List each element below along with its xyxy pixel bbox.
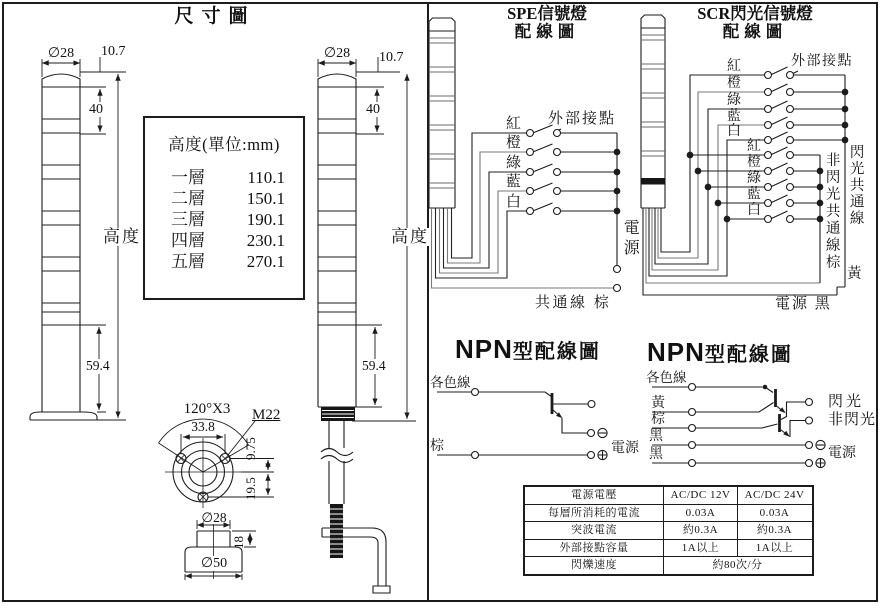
minus-terminal-icon xyxy=(598,428,607,437)
npn2-title xyxy=(647,338,793,367)
tower-b-module-dim: 40 xyxy=(366,102,380,117)
spe-wire-label-green: 綠 xyxy=(506,155,522,171)
tower-b-height-label: 高度 xyxy=(391,227,429,246)
minus-terminal-icon xyxy=(816,440,825,449)
bolt-offset-dim: 9.75 xyxy=(243,437,258,460)
height-row: 五層 270.1 xyxy=(171,252,285,271)
tower-b-top-dim: 10.7 xyxy=(379,50,404,65)
tower-b-drawing xyxy=(318,57,416,593)
tower-a-module-dim: 40 xyxy=(89,102,103,117)
spe-wire-label-orange: 橙 xyxy=(506,135,522,151)
scr-flash-wire-blue: 藍 xyxy=(727,109,741,124)
spec-row-surge: 突波電流 約0.3A 約0.3A xyxy=(525,521,812,539)
npn2-yellow-label: 黃 xyxy=(651,396,665,411)
spe-title-line1: SPE信號燈 xyxy=(507,4,587,23)
npn2-schematic xyxy=(652,384,825,468)
spe-common-wire-label: 共通線 棕 xyxy=(535,295,612,311)
height-row: 二層 150.1 xyxy=(171,189,285,208)
spec-table xyxy=(523,485,814,576)
spe-tower xyxy=(429,18,455,208)
height-table-title: 高度(單位:mm) xyxy=(168,135,280,154)
scr-steady-wire-red: 紅 xyxy=(747,139,761,154)
scr-steady-wire-green: 綠 xyxy=(747,171,761,186)
thread-size-label: M22 xyxy=(252,407,281,423)
scr-power-black-label: 電源 黑 xyxy=(775,296,832,312)
scr-flash-wire-white: 白 xyxy=(727,124,741,139)
npn1-brown-label: 棕 xyxy=(430,439,444,454)
npn2-nonflash-label: 非閃光 xyxy=(828,412,877,428)
scr-steady-wire-orange: 橙 xyxy=(747,155,761,170)
npn2-black2-label: 黑 xyxy=(649,447,663,462)
scr-tower xyxy=(641,15,665,208)
tower-b-base-dim: 59.4 xyxy=(362,358,386,373)
bolt-lower-dim: 19.5 xyxy=(243,477,258,500)
scr-yellow-wire-label: 黃 xyxy=(847,266,862,282)
scr-flash-wire-red: 紅 xyxy=(727,59,741,74)
npn1-schematic xyxy=(437,389,607,460)
npn2-brown-label: 棕 xyxy=(651,412,665,427)
scr-wiring xyxy=(643,67,848,295)
spec-row-current: 每層所消耗的電流 0.03A 0.03A xyxy=(525,504,812,522)
tower-a-top-dim: 10.7 xyxy=(101,44,126,59)
base-height-dim: 18 xyxy=(231,536,246,549)
npn2-title-suffix: 型配線圖 xyxy=(704,344,793,366)
npn2-power-label: 電源 xyxy=(828,446,856,461)
npn1-title-suffix: 型配線圖 xyxy=(512,341,601,363)
scr-steady-wire-blue: 藍 xyxy=(747,187,761,202)
scr-nonflash-common-label: 非閃光共通線棕 xyxy=(823,152,840,271)
npn2-title-npn: NPN xyxy=(647,337,705,367)
base-outer-dia-label: ∅50 xyxy=(194,556,234,571)
tower-a-height-label: 高度 xyxy=(103,227,141,246)
base-dia-label: ∅28 xyxy=(201,510,227,525)
npn1-title xyxy=(455,335,601,364)
spe-power-label: 電源 xyxy=(621,219,639,259)
npn1-wire-label: 各色線 xyxy=(430,375,471,390)
spec-row-voltage: 電源電壓 AC/DC 12V AC/DC 24V xyxy=(525,487,812,504)
emitter-arrow-icon xyxy=(783,431,790,437)
bolt-angle-label: 120°X3 xyxy=(183,401,231,417)
scr-external-contact-label: 外部接點 xyxy=(791,54,853,69)
emitter-arrow-icon xyxy=(779,407,786,413)
npn1-power-label: 電源 xyxy=(611,441,639,456)
spe-wire-label-white: 白 xyxy=(506,194,522,210)
dimension-diagram-title: 尺寸圖 xyxy=(174,6,256,27)
plus-terminal-icon xyxy=(816,458,825,467)
bolt-span-dim: 33.8 xyxy=(191,419,215,434)
plus-terminal-icon xyxy=(598,450,607,459)
tower-a-base-dim: 59.4 xyxy=(86,358,110,373)
height-row: 四層 230.1 xyxy=(171,231,285,250)
scr-title-line2: 配線圖 xyxy=(722,21,788,41)
npn1-title-npn: NPN xyxy=(455,334,513,364)
spe-wire-label-red: 紅 xyxy=(506,116,522,132)
scr-flash-wire-green: 綠 xyxy=(727,93,741,108)
height-row: 三層 190.1 xyxy=(171,210,285,229)
npn2-black1-label: 黑 xyxy=(649,429,663,444)
spe-external-contact-label: 外部接點 xyxy=(548,111,617,127)
scr-title xyxy=(672,5,838,41)
npn2-wire-label: 各色線 xyxy=(646,370,687,385)
height-table xyxy=(143,116,305,300)
spe-title-line2: 配線圖 xyxy=(514,21,580,41)
spec-row-contact: 外部接點容量 1A以上 1A以上 xyxy=(525,539,812,557)
scr-flash-common-label: 閃光共通線 xyxy=(847,144,864,227)
height-row: 一層 110.1 xyxy=(171,168,285,187)
spec-row-flash-rate: 閃爍速度 約80次/分 xyxy=(525,556,812,574)
scr-title-line1: SCR閃光信號燈 xyxy=(697,4,813,23)
tower-b-dia-label: ∅28 xyxy=(323,46,351,61)
spe-wire-label-blue: 藍 xyxy=(506,174,522,190)
spe-title xyxy=(470,5,624,41)
tower-a-dia-label: ∅28 xyxy=(47,46,75,61)
spe-wiring xyxy=(432,125,621,292)
scr-flash-wire-orange: 橙 xyxy=(727,76,741,91)
scr-steady-wire-white: 白 xyxy=(747,203,761,218)
npn2-flash-label: 閃光 xyxy=(828,394,865,410)
